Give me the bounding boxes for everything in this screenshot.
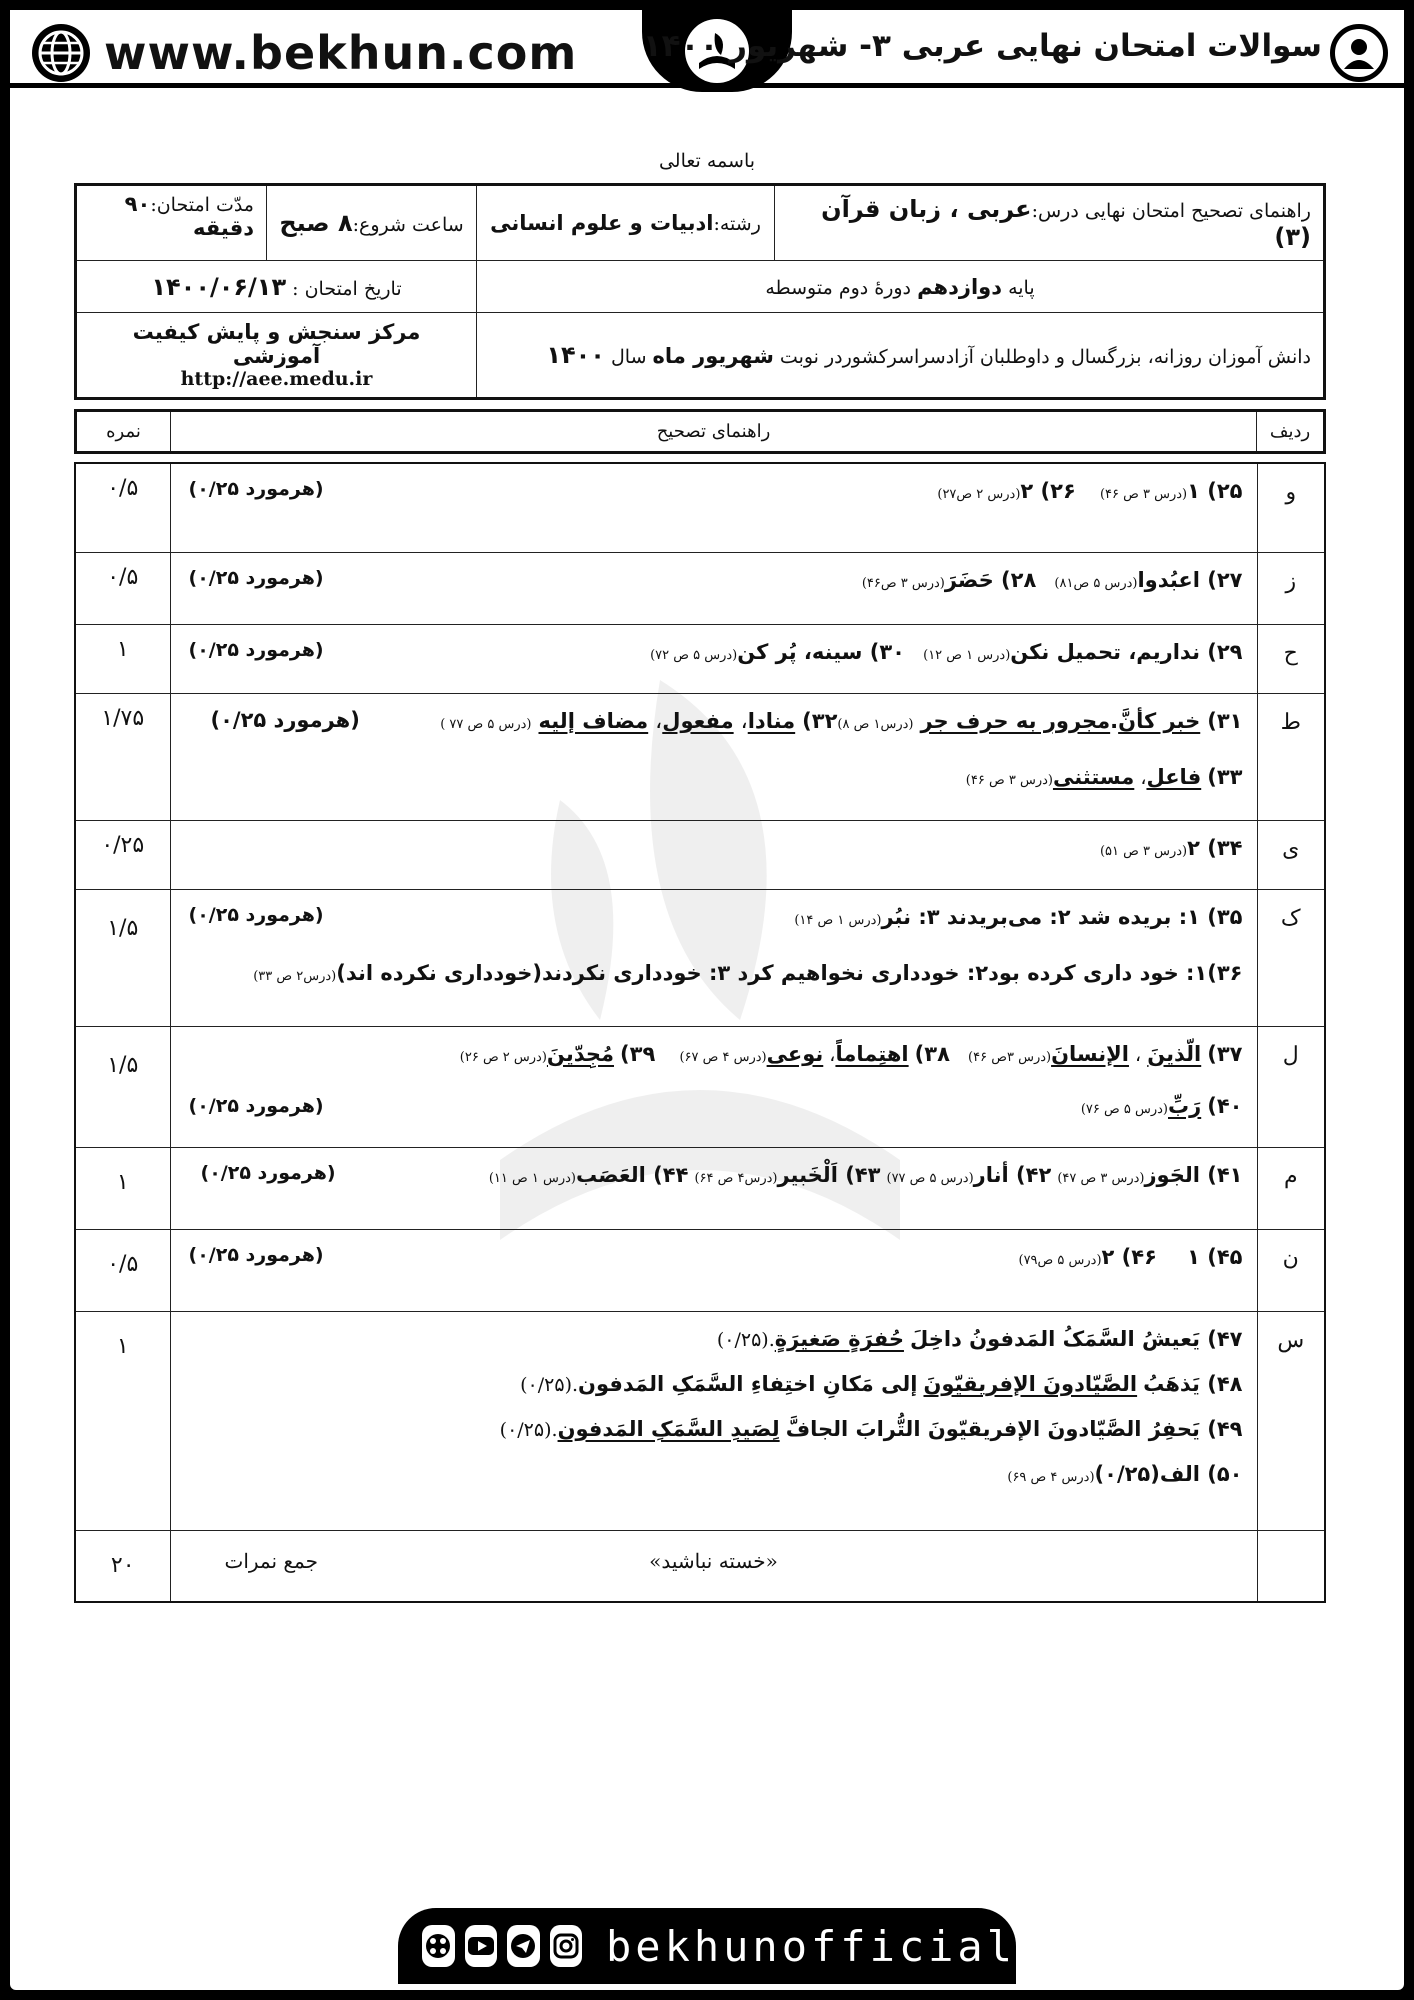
columns-header: [74, 409, 1326, 454]
table-row: [75, 1311, 1325, 1530]
row-letter: ی: [1257, 820, 1325, 889]
table-row: [75, 463, 1325, 552]
col-guide: راهنمای تصحیح: [171, 411, 1257, 453]
top-banner: [10, 10, 1404, 88]
instagram-icon[interactable]: [550, 1925, 583, 1967]
answer-cell: ۳۵) ۱: بریده شد ۲: می‌بریدند ۳: نبُر(درس ۱ ص ۱۴) ۳۶)۱: خود داری کرده بود۲: خودداری نخواهیم کرد ۳: خودداری نکردند(خودداری نکرده اند)(درس۲ ص ۳۳) (هرمورد ۰/۲۵): [170, 889, 1257, 1026]
row-score: ۱: [75, 1311, 170, 1530]
table-row: [75, 820, 1325, 889]
row-letter: ز: [1257, 552, 1325, 624]
table-row: [75, 624, 1325, 693]
answer-cell: ۳۷) الّذینَ ، الإنسانَ(درس ۳ص ۴۶) ۳۸) اهتِماماً، نوعی(درس ۴ ص ۶۷) ۳۹) مُجِدّینَ(درس ۲ ص ۲۶) ۴۰) رَبِّ(درس ۵ ص ۷۶) (هرمورد ۰/۲۵): [170, 1026, 1257, 1147]
row-score: ۱/۷۵: [75, 693, 170, 820]
row-letter: ل: [1257, 1026, 1325, 1147]
row-score: ۱: [75, 1147, 170, 1229]
row-letter: ن: [1257, 1229, 1325, 1311]
table-row: [75, 1147, 1325, 1229]
answer-table: [74, 462, 1326, 1603]
date-cell: تاریخ امتحان : ۱۴۰۰/۰۶/۱۳: [76, 261, 477, 313]
farewell-text: «خسته نباشید»: [649, 1548, 778, 1573]
center-cell: مرکز سنجش و پایش کیفیت آموزشی http://aee.medu.ir: [76, 313, 477, 399]
course-cell: راهنمای تصحیح امتحان نهایی درس:عربی ، زبان قرآن (۳): [775, 185, 1325, 261]
col-score: نمره: [76, 411, 171, 453]
col-row: ردیف: [1257, 411, 1325, 453]
row-letter: ط: [1257, 693, 1325, 820]
field-cell: رشته:ادبیات و علوم انسانی: [477, 185, 775, 261]
row-score: ۱/۵: [75, 889, 170, 1026]
grade-cell: پایه دوازدهم دورهٔ دوم متوسطه: [477, 261, 1325, 313]
total-cell: [170, 1530, 1257, 1602]
row-letter: ح: [1257, 624, 1325, 693]
row-score: ۰/۲۵: [75, 820, 170, 889]
table-row: [75, 693, 1325, 820]
table-row: [75, 889, 1325, 1026]
row-letter: س: [1257, 1311, 1325, 1530]
telegram-icon[interactable]: [507, 1925, 540, 1967]
row-letter: و: [1257, 463, 1325, 552]
answer-cell: ۴۱) الجَوز(درس ۳ ص ۴۷) ۴۲) أنار(درس ۵ ص ۷۷) ۴۳) اَلْخَبیر(درس۴ ص ۶۴) ۴۴) العَصَب(درس ۱ ص ۱۱) (هرمورد ۰/۲۵): [170, 1147, 1257, 1229]
answer-cell: ۲۵) ۱(درس ۳ ص ۴۶) ۲۶) ۲(درس ۲ ص۲۷) (هرمورد ۰/۲۵): [170, 463, 1257, 552]
answer-cell: ۴۵) ۱ ۴۶) ۲(درس ۵ ص۷۹) (هرمورد ۰/۲۵): [170, 1229, 1257, 1311]
globe-icon: [32, 24, 90, 82]
answer-cell: ۲۹) نداریم، تحمیل نکن(درس ۱ ص ۱۲) ۳۰) سینه، پُر کن(درس ۵ ص ۷۲) (هرمورد ۰/۲۵): [170, 624, 1257, 693]
answer-cell: ۳۱) خبر کأنَّ.مجرور به حرف جر (درس۱ ص ۸)۳۲) منادا، مفعول، مضاف إلیه (درس ۵ ص ۷۷ ) ۳۳) فاعل، مستثنی(درس ۳ ص ۴۶) (هرمورد ۰/۲۵): [170, 693, 1257, 820]
site-url[interactable]: www.bekhun.com: [104, 26, 578, 80]
youtube-icon[interactable]: [465, 1925, 498, 1967]
total-score: ۲۰: [75, 1530, 170, 1602]
row-score: ۰/۵: [75, 463, 170, 552]
user-icon[interactable]: [1330, 24, 1388, 82]
row-letter: م: [1257, 1147, 1325, 1229]
exam-info-table: [74, 183, 1326, 400]
duration-cell: مدّت امتحان:۹۰ دقیقه: [76, 185, 267, 261]
start-cell: ساعت شروع:۸ صبح: [267, 185, 477, 261]
row-score: ۰/۵: [75, 1229, 170, 1311]
row-letter: ک: [1257, 889, 1325, 1026]
table-row: [75, 552, 1325, 624]
exam-title: سوالات امتحان نهایی عربی ۳- شهریور ۱۴۰۰: [642, 28, 1322, 64]
total-label: جمع نمرات: [224, 1548, 318, 1573]
table-row: [75, 1026, 1325, 1147]
social-footer: [398, 1908, 1016, 1984]
row-score: ۱: [75, 624, 170, 693]
answer-cell: ۳۴) ۲(درس ۳ ص ۵۱): [170, 820, 1257, 889]
row-score: ۱/۵: [75, 1026, 170, 1147]
table-row: [75, 1229, 1325, 1311]
aparat-icon[interactable]: [422, 1925, 455, 1967]
row-score: ۰/۵: [75, 552, 170, 624]
answer-cell: ۴۷) یَعیشُ السَّمَکُ المَدفونُ داخِلَ حُفرَةٍ صَغیرَةٍ.(۰/۲۵) ۴۸) یَذهَبُ الصَّیّادونَ الإفریقیّونَ إلی مَکانِ اختِفاءِ السَّمَکِ المَدفون.(۰/۲۵) ۴۹) یَحفِرُ الصَّیّادونَ الإفریقیّونَ التُّرابَ الجافَّ لِصَیدِ السَّمَکِ المَدفون.(۰/۲۵) ۵۰) الف(۰/۲۵)(درس ۴ ص ۶۹): [170, 1311, 1257, 1530]
students-cell: دانش آموزان روزانه، بزرگسال و داوطلبان آزادسراسرکشوردر نوبت شهریور ماه سال ۱۴۰۰: [477, 313, 1325, 399]
social-handle[interactable]: bekhunofficial: [606, 1921, 1017, 1971]
answer-cell: ۲۷) اعبُدوا(درس ۵ ص۸۱) ۲۸) حَضَرَ(درس ۳ ص۴۶) (هرمورد ۰/۲۵): [170, 552, 1257, 624]
row-letter: [1257, 1530, 1325, 1602]
basmala: باسمه تعالی: [658, 150, 756, 172]
total-row: [75, 1530, 1325, 1602]
site-link[interactable]: [32, 24, 577, 82]
